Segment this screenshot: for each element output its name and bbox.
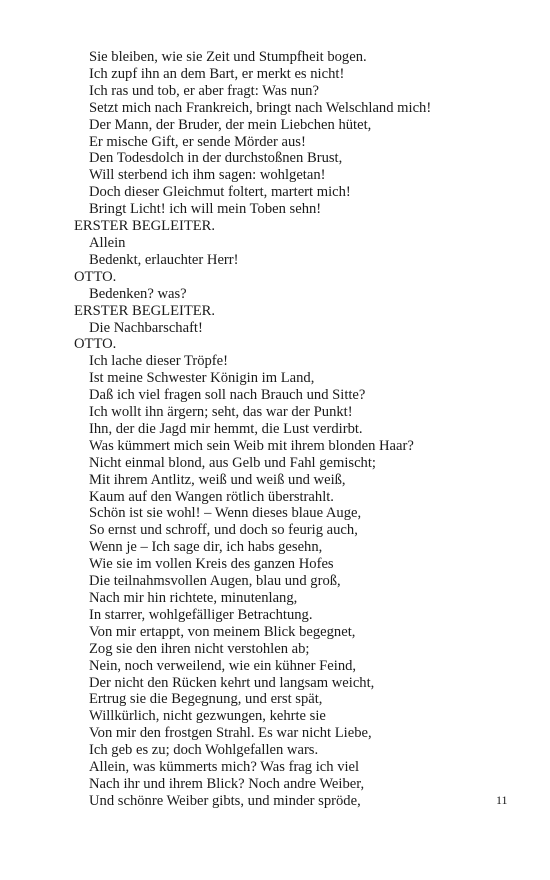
verse-line: Von mir ertappt, von meinem Blick begegnet, <box>89 623 356 640</box>
page-number: 11 <box>496 793 508 807</box>
verse-line: Ich lache dieser Tröpfe! <box>89 353 228 370</box>
verse-line: Den Todesdolch in der durchstoßnen Brust, <box>89 150 343 167</box>
verse-line: Bedenkt, erlauchter Herr! <box>89 251 239 268</box>
verse-line: Mit ihrem Antlitz, weiß und weiß und weiß, <box>89 471 346 488</box>
verse-line: Zog sie den ihren nicht verstohlen ab; <box>89 640 310 657</box>
verse-line: Die teilnahmsvollen Augen, blau und groß, <box>89 573 341 590</box>
verse-line: Allein <box>89 234 126 251</box>
verse-line: Ich geb es zu; doch Wohlgefallen wars. <box>89 742 319 759</box>
verse-line: Schön ist sie wohl! – Wenn dieses blaue Auge, <box>89 505 362 522</box>
verse-line: Bringt Licht! ich will mein Toben sehn! <box>89 201 322 218</box>
verse-line: Daß ich viel fragen soll nach Brauch und Sitte? <box>89 387 366 404</box>
verse-line: Von mir den frostgen Strahl. Es war nicht Liebe, <box>89 725 372 742</box>
speaker-name: OTTO. <box>74 336 117 353</box>
speaker-name: ERSTER BEGLEITER. <box>74 302 216 319</box>
verse-line: Die Nachbarschaft! <box>89 319 203 336</box>
verse-line: Wenn je – Ich sage dir, ich habs gesehn, <box>89 539 323 556</box>
verse-line: Setzt mich nach Frankreich, bringt nach Welschland mich! <box>89 99 432 116</box>
verse-line: Der Mann, der Bruder, der mein Liebchen hütet, <box>89 116 372 133</box>
verse-line: Will sterbend ich ihm sagen: wohlgetan! <box>89 167 326 184</box>
verse-line: In starrer, wohlgefälliger Betrachtung. <box>89 606 313 623</box>
verse-line: So ernst und schroff, und doch so feurig auch, <box>89 522 358 539</box>
verse-line: Ist meine Schwester Königin im Land, <box>89 370 315 387</box>
verse-line: Allein, was kümmerts mich? Was frag ich viel <box>89 759 360 776</box>
verse-line: Nach mir hin richtete, minutenlang, <box>89 590 298 606</box>
verse-line: Ich zupf ihn an dem Bart, er merkt es nicht! <box>89 65 345 82</box>
verse-line: Ich ras und tob, er aber fragt: Was nun? <box>89 82 319 99</box>
play-text <box>74 49 514 810</box>
verse-line: Doch dieser Gleichmut foltert, martert mich! <box>89 184 351 201</box>
verse-line: Nicht einmal blond, aus Gelb und Fahl gemischt; <box>89 454 376 471</box>
verse-line: Er mische Gift, er sende Mörder aus! <box>89 133 306 150</box>
verse-line: Der nicht den Rücken kehrt und langsam weicht, <box>89 674 375 691</box>
verse-line: Ertrug sie die Begegnung, und erst spät, <box>89 691 323 708</box>
verse-line: Ihn, der die Jagd mir hemmt, die Lust verdirbt. <box>89 420 363 437</box>
verse-line: Sie bleiben, wie sie Zeit und Stumpfheit bogen. <box>89 49 367 65</box>
verse-line: Willkürlich, nicht gezwungen, kehrte sie <box>89 708 326 725</box>
verse-line: Bedenken? was? <box>89 285 187 302</box>
verse-line: Nach ihr und ihrem Blick? Noch andre Weiber, <box>89 775 365 792</box>
verse-line: Und schönre Weiber gibts, und minder spröde, <box>89 792 361 809</box>
verse-line: Ich wollt ihn ärgern; seht, das war der Punkt! <box>89 404 353 421</box>
verse-line: Nein, noch verweilend, wie ein kühner Feind, <box>89 657 357 674</box>
speaker-name: ERSTER BEGLEITER. <box>74 218 216 235</box>
verse-line: Wie sie im vollen Kreis des ganzen Hofes <box>89 556 334 573</box>
speaker-name: OTTO. <box>74 268 117 285</box>
verse-line: Was kümmert mich sein Weib mit ihrem blonden Haar? <box>89 437 414 454</box>
verse-line: Kaum auf den Wangen rötlich überstrahlt. <box>89 488 334 505</box>
